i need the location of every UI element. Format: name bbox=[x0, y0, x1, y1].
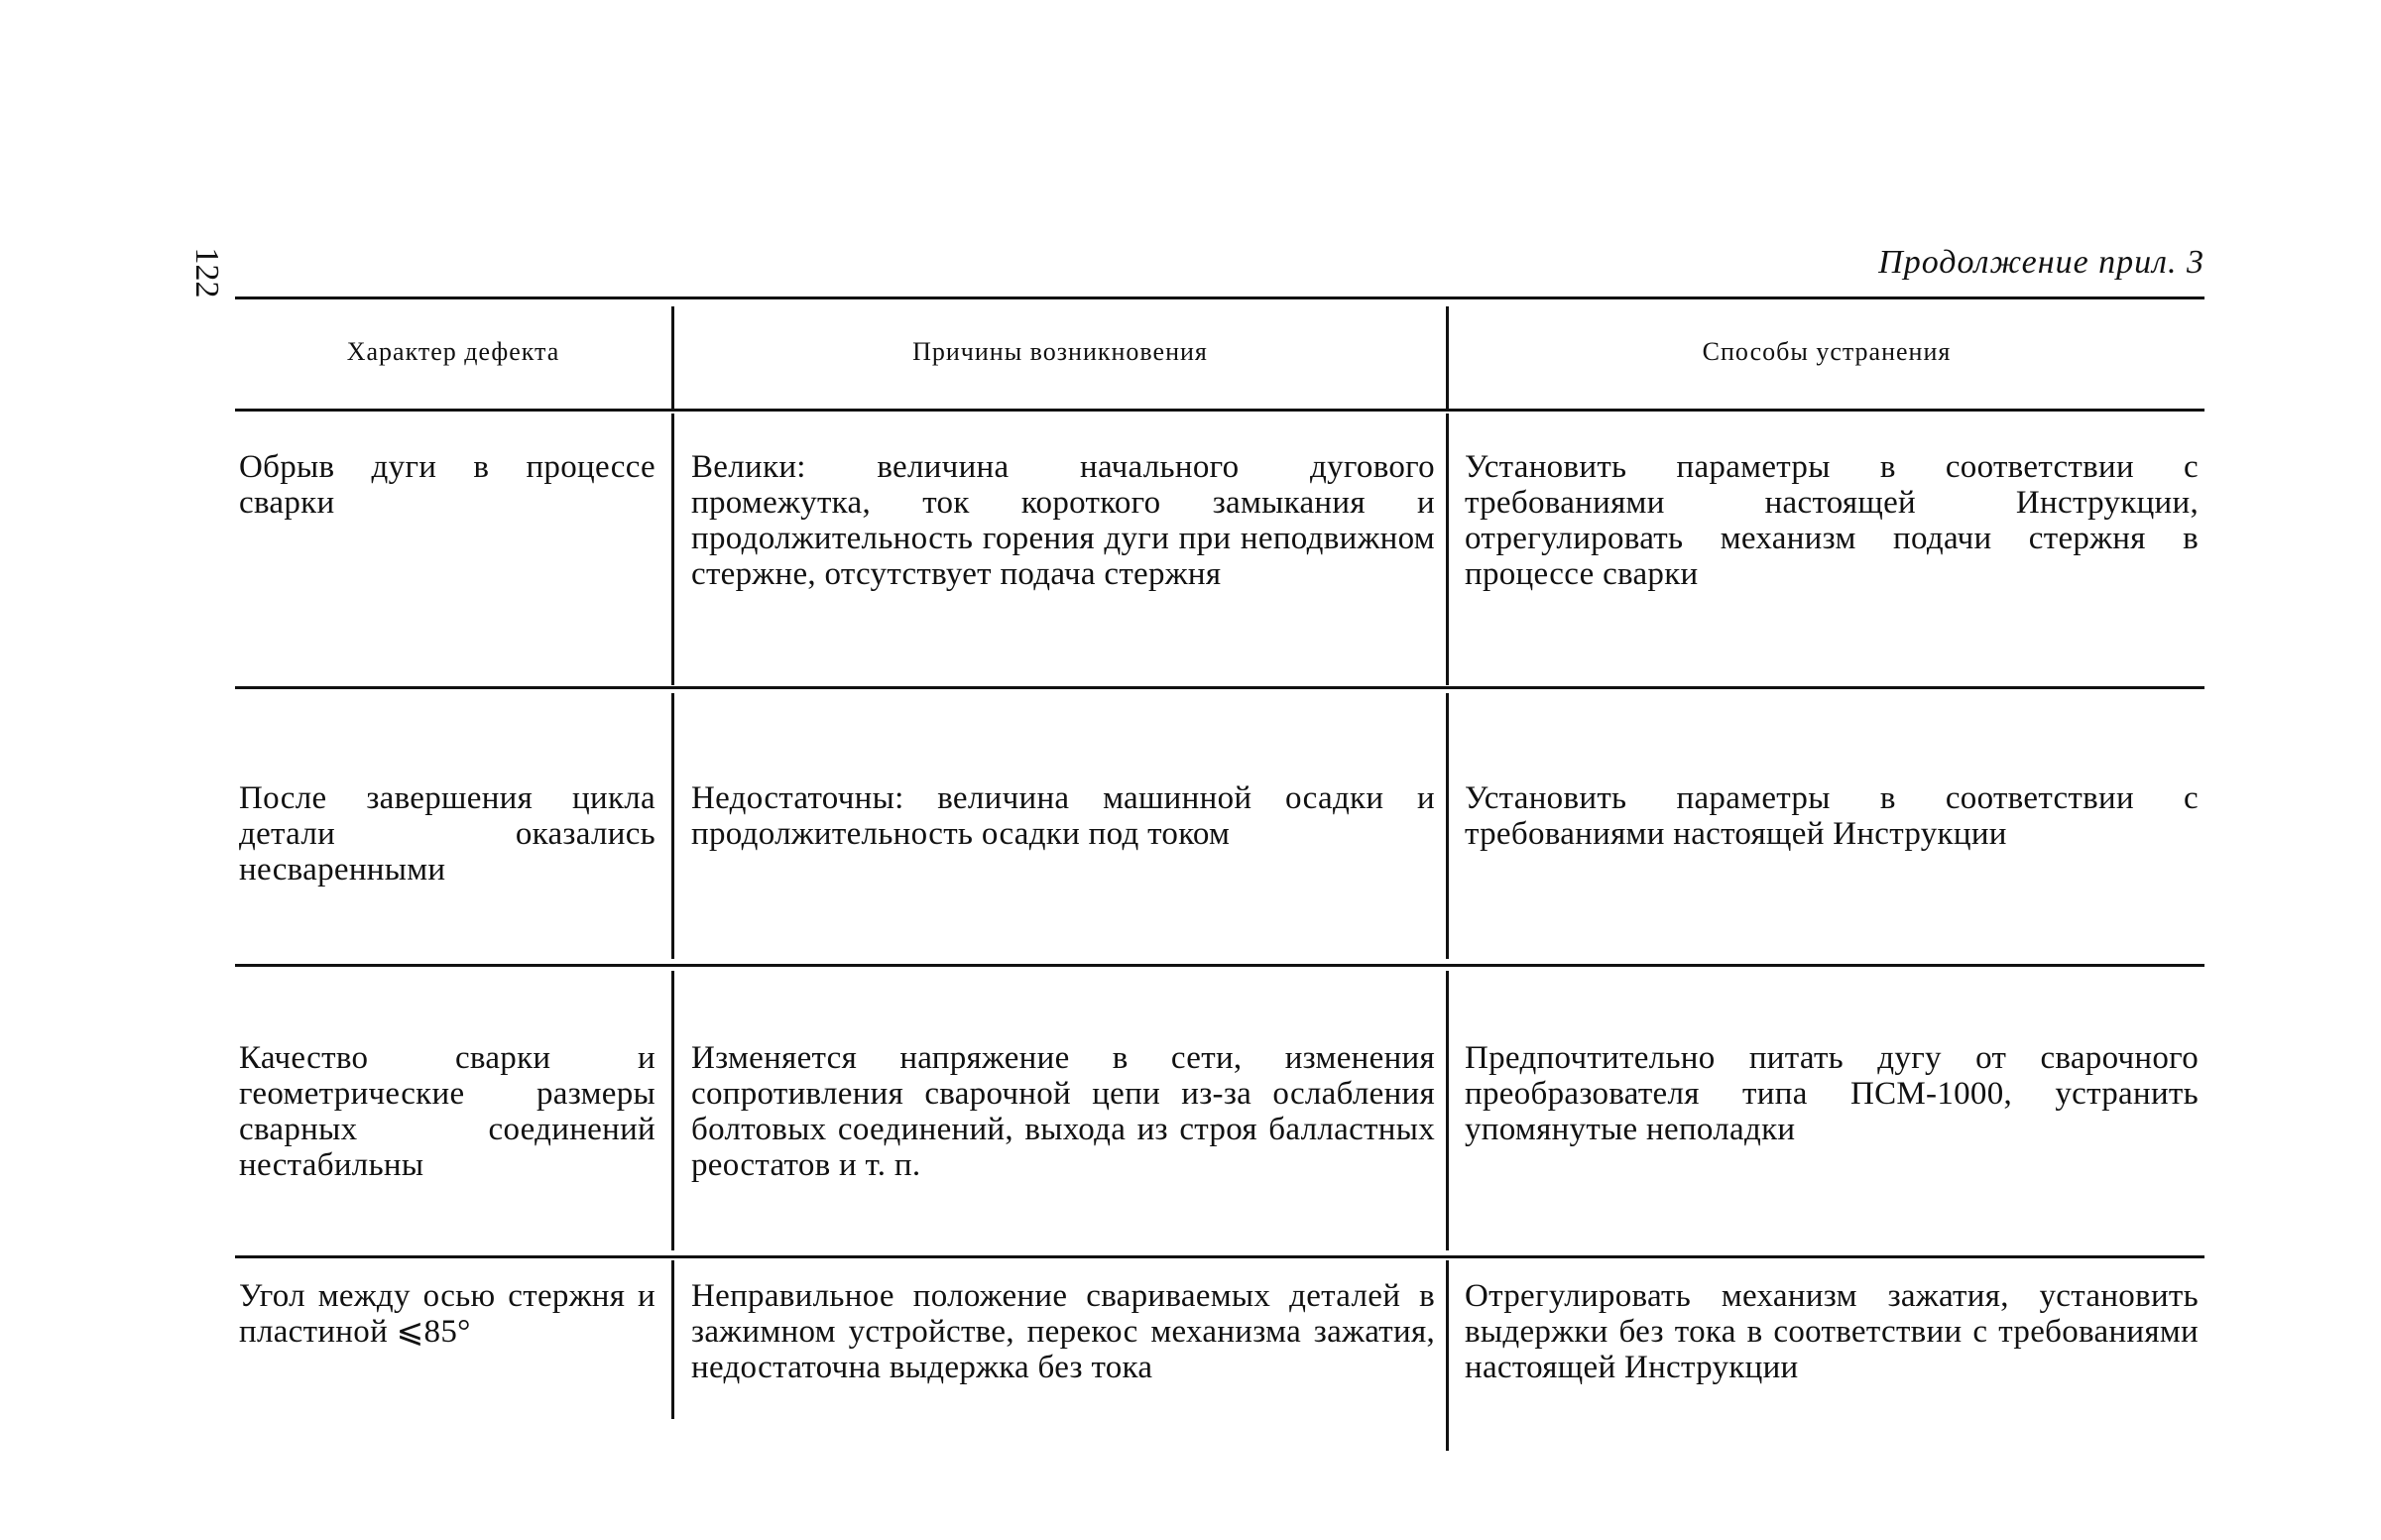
column-divider bbox=[671, 1260, 674, 1419]
column-divider bbox=[671, 971, 674, 1250]
column-divider bbox=[1446, 1260, 1449, 1451]
page-number: 122 bbox=[188, 247, 225, 298]
column-divider bbox=[1446, 693, 1449, 959]
column-divider bbox=[1446, 971, 1449, 1250]
cause-cell: Недостаточны: величина машинной осадки и продолжительность осадки под током bbox=[691, 780, 1435, 852]
remedy-cell: Установить параметры в соответствии с требованиями настоящей Инструкции bbox=[1465, 780, 2199, 852]
column-divider bbox=[671, 414, 674, 685]
continuation-label: Продолжение прил. 3 bbox=[1878, 244, 2204, 281]
header-defect: Характер дефекта bbox=[346, 337, 560, 366]
defect-cell: Угол между осью стержня и пластиной ⩽85° bbox=[239, 1278, 655, 1350]
defect-cell: После завершения цикла детали оказались несваренными bbox=[239, 780, 655, 888]
row-separator bbox=[235, 964, 2204, 967]
remedy-cell: Установить параметры в соответствии с требованиями настоящей Инструкции, отрегулировать механизм подачи стержня в процессе сварки bbox=[1465, 449, 2199, 592]
defect-cell: Обрыв дуги в процессе сварки bbox=[239, 449, 655, 521]
remedy-cell: Отрегулировать механизм зажатия, установить выдержки без тока в соответствии с требованиями настоящей Инструкции bbox=[1465, 1278, 2199, 1385]
cause-cell: Изменяется напряжение в сети, изменения сопротивления сварочной цепи из-за ослабления болтовых соединений, выхода из строя балластных реостатов и т. п. bbox=[691, 1040, 1435, 1183]
defect-cell: Качество сварки и геометрические размеры сварных соединений нестабильны bbox=[239, 1040, 655, 1183]
header-bottom-rule bbox=[235, 409, 2204, 412]
row-separator bbox=[235, 686, 2204, 689]
header-remedy: Способы устранения bbox=[1702, 337, 1952, 366]
header-cause: Причины возникновения bbox=[912, 337, 1208, 366]
column-divider bbox=[671, 693, 674, 959]
row-separator bbox=[235, 1255, 2204, 1258]
cause-cell: Неправильное положение свариваемых деталей в зажимном устройстве, перекос механизма зажатия, недостаточна выдержка без тока bbox=[691, 1278, 1435, 1385]
remedy-cell: Предпочтительно питать дугу от сварочного преобразователя типа ПСМ-1000, устранить упомянутые неполадки bbox=[1465, 1040, 2199, 1147]
column-divider bbox=[1446, 414, 1449, 685]
cause-cell: Велики: величина начального дугового промежутка, ток короткого замыкания и продолжительность горения дуги при неподвижном стержне, отсутствует подача стержня bbox=[691, 449, 1435, 592]
